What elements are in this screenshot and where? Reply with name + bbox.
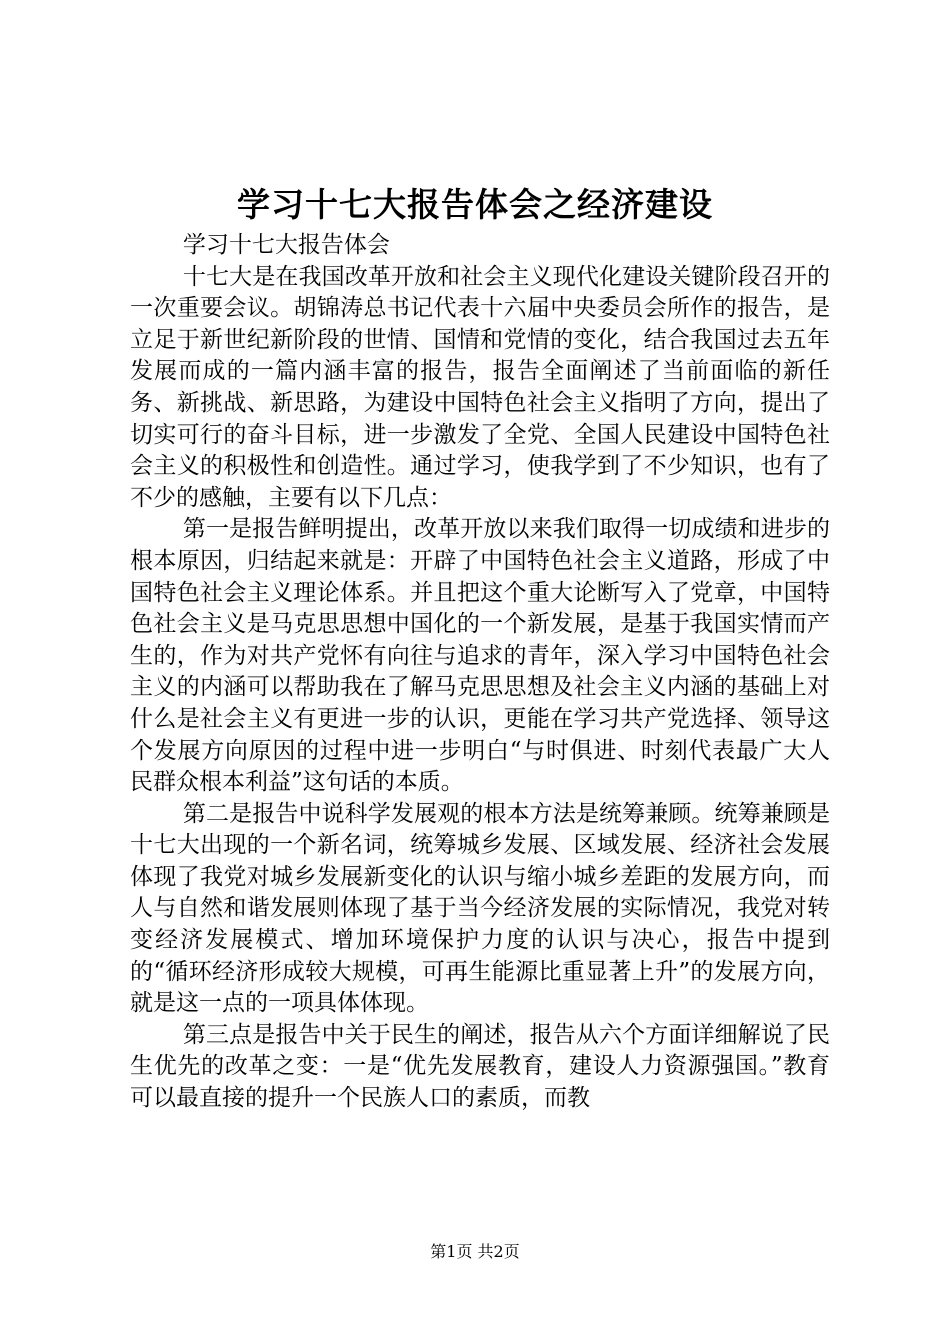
point-three-paragraph: 第三点是报告中关于民生的阐述，报告从六个方面详细解说了民生优先的改革之变：一是“优先发展教育，建设人力资源强国。”教育可以最直接的提升一个民族人口的素质，而教 — [130, 1021, 830, 1112]
subtitle-paragraph: 学习十七大报告体会 — [182, 232, 390, 258]
point-two-paragraph: 第二是报告中说科学发展观的根本方法是统筹兼顾。统筹兼顾是十七大出现的一个新名词，统筹城乡发展、区域发展、经济社会发展体现了我党对城乡发展新变化的认识与缩小城乡差距的发展方向，而人与自然和谐发展则体现了基于当今经济发展的实际情况，我党对转变经济发展模式、增加环境保护力度的认识与决心，报告中提到的“循环经济形成较大规模，可再生能源比重显著上升”的发展方向，就是这一点的一项具体体现。 — [130, 800, 830, 1017]
intro-paragraph: 十七大是在我国改革开放和社会主义现代化建设关键阶段召开的一次重要会议。胡锦涛总书记代表十六届中央委员会所作的报告，是立足于新世纪新阶段的世情、国情和党情的变化，结合我国过去五年发展而成的一篇内涵丰富的报告，报告全面阐述了当前面临的新任务、新挑战、新思路，为建设中国特色社会主义指明了方向，提出了切实可行的奋斗目标，进一步激发了全党、全国人民建设中国特色社会主义的积极性和创造性。通过学习，使我学到了不少知识，也有了不少的感触，主要有以下几点： — [130, 263, 830, 511]
point-one-paragraph: 第一是报告鲜明提出，改革开放以来我们取得一切成绩和进步的根本原因，归结起来就是：开辟了中国特色社会主义道路，形成了中国特色社会主义理论体系。并且把这个重大论断写入了党章，中国特色社会主义是马克思思想中国化的一个新发展，是基于我国实情而产生的，作为对共产党怀有向往与追求的青年，深入学习中国特色社会主义的内涵可以帮助我在了解马克思思想及社会主义内涵的基础上对什么是社会主义有更进一步的认识，更能在学习共产党选择、领导这个发展方向原因的过程中进一步明白“与时俱进、时刻代表最广大人民群众根本利益”这句话的本质。 — [130, 516, 830, 796]
document-body — [130, 230, 830, 1115]
page-number: 第1页 共2页 — [430, 1242, 520, 1261]
document-title: 学习十七大报告体会之经济建设 — [237, 185, 713, 224]
